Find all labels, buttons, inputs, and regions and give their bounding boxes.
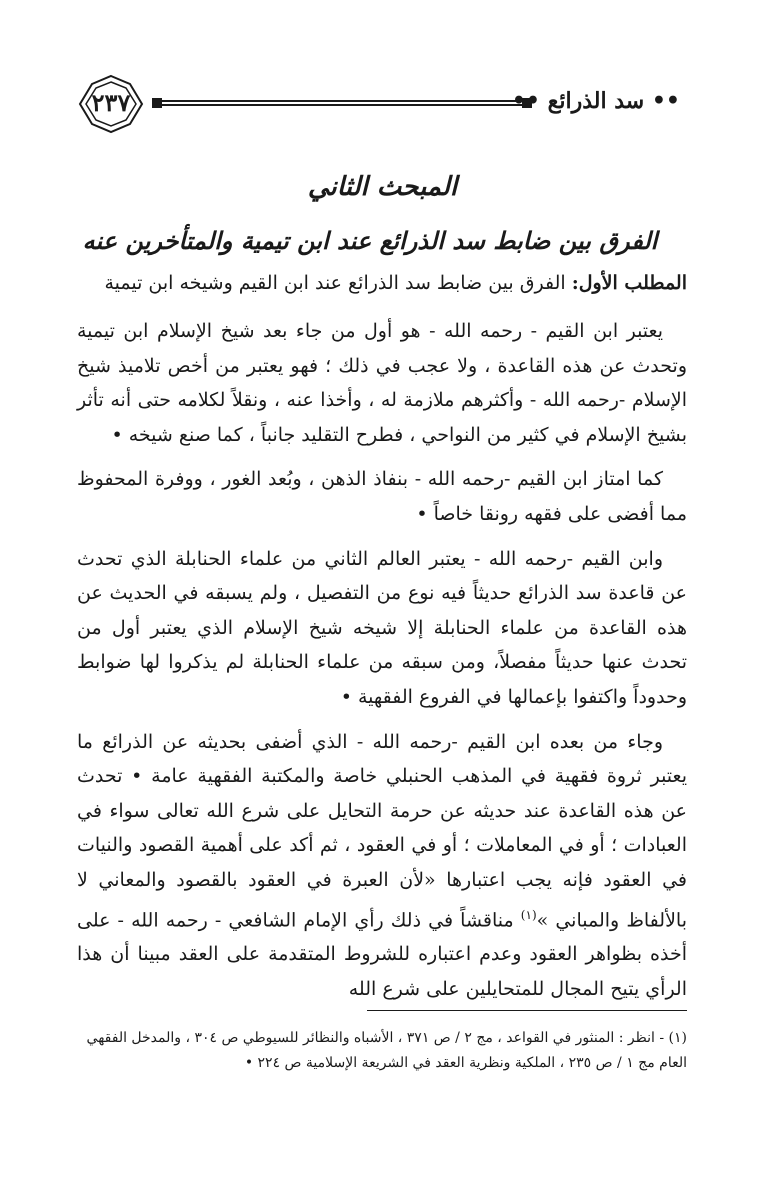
subsection-text: الفرق بين ضابط سد الذرائع عند ابن القيم وشيخه ابن تيمية	[104, 272, 572, 294]
paragraph-text-continued: مناقشاً في ذلك رأي الإمام الشافعي - رحمه الله - على أخذه بظواهر العقود وعدم اعتباره للشروط المتقدمة على العقد مبينا أن هذا الرأي يتيح المجال للمتحايلين على شرع الله	[77, 908, 687, 1001]
paragraph-text: وجاء من بعده ابن القيم -رحمه الله - الذي أضفى بحديثه عن الذرائع ما يعتبر ثروة فقهية في المذهب الحنبلي خاصة والمكتبة الفقهية عامة • تحدث عن هذه القاعدة عند حديثه عن حرمة التحايل على شرع الله تعالى سواء في العبادات ؛ أو في المعاملات ؛ أو في العقود ، ثم أكد على أهمية القصود والنيات في العقود فإنه يجب اعتبارها «لأن العبرة في العقود بالقصود والمعاني لا بالألفاظ والمباني »	[77, 730, 687, 931]
paragraph: وابن القيم -رحمه الله - يعتبر العالم الثاني من علماء الحنابلة الذي تحدث عن قاعدة سد الذرائع حديثاً فيه نوع من التفصيل ، ولم يسبقه في الحديث عن هذه القاعدة من علماء الحنابلة إلا شيخه شيخ الإسلام الذي يعتبر أول من تحدث عنها حديثاً مفصلاً، ومن سبقه من علماء الحنابلة لم يذكروا لها ضوابط وحدوداً واكتفوا بإعمالها في الفروع الفقهية •	[77, 547, 687, 708]
running-title: •• سد الذرائع ••	[511, 88, 680, 114]
subsection-heading	[77, 272, 687, 294]
paragraph: يعتبر ابن القيم - رحمه الله - هو أول من جاء بعد شيخ الإسلام ابن تيمية وتحدث عن هذه القاعدة ، ولا عجب في ذلك ؛ فهو يعتبر من أخص تلاميذ شيخ الإسلام -رحمه الله - وأكثرهم ملازمة له ، وأخذا عنه ، ونقلاً لكلامه حتى أنه تأثر بشيخ الإسلام في كثير من النواحي ، فطرح التقليد جانباً ، كما صنع شيخه •	[77, 320, 687, 446]
chapter-title: الفرق بين ضابط سد الذرائع عند ابن تيمية والمتأخرين عنه	[82, 226, 658, 255]
page-number: ٢٣٧	[91, 88, 131, 117]
footnote-divider	[367, 1010, 687, 1011]
page-header	[60, 68, 680, 138]
paragraph: كما امتاز ابن القيم -رحمه الله - بنفاذ الذهن ، وبُعد الغور ، ووفرة المحفوظ مما أفضى على فقهه رونقا خاصاً •	[77, 468, 687, 525]
section-heading: المبحث الثاني	[307, 172, 458, 202]
page-number-badge	[78, 74, 144, 134]
body-text	[77, 314, 687, 1017]
subsection-label: المطلب الأول:	[571, 272, 687, 294]
footnote-marker: (١)	[520, 907, 537, 922]
footnote: (١) - انظر : المنثور في القواعد ، مج ٢ / ص ٣٧١ ، الأشباه والنظائر للسيوطي ص ٣٠٤ ، والمدخل الفقهي العام مج ١ / ص ٢٣٥ ، الملكية ونظرية العقد في الشريعة الإسلامية ص ٢٢٤ •	[86, 1030, 687, 1071]
header-rule	[152, 98, 532, 108]
paragraph-with-note	[77, 725, 687, 1007]
